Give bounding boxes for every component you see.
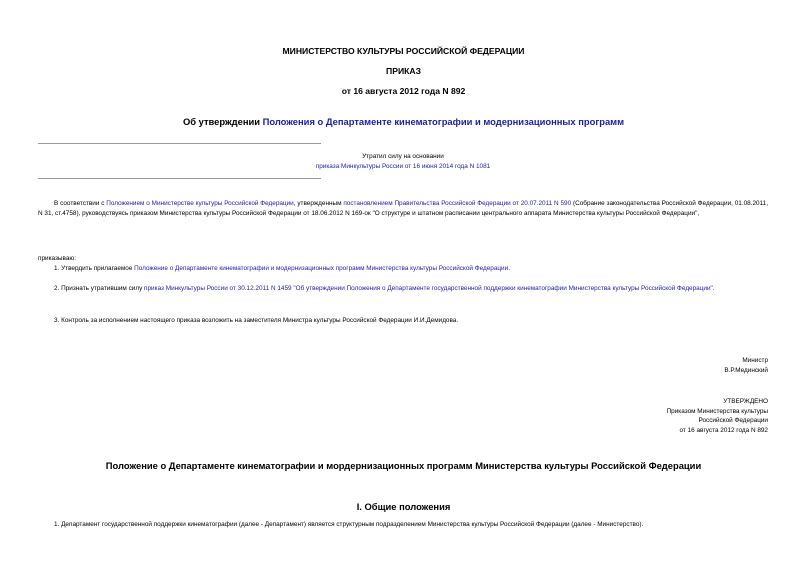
status-note-text: Утратил силу на основании — [362, 153, 444, 160]
ministry-regulation-link[interactable]: Положением о Министерстве культуры Российской Федерации — [106, 200, 294, 207]
signer-position: Министр — [742, 357, 768, 364]
approval-line-1: УТВЕРЖДЕНО — [723, 398, 768, 405]
document-title-link[interactable]: Положения о Департаменте кинематографии и модернизационных программ — [262, 116, 625, 127]
order-item-2 — [38, 284, 768, 294]
section-paragraph-1: 1. Департамент государственной поддержки кинематографии (далее - Департамент) является структурным подразделением Министерства культуры Российской Федерации (далее - Министерство). — [54, 521, 644, 528]
regulation-title: Положение о Департаменте кинематографии и мордернизационных программ Министерства культуры Российской Федерации — [105, 460, 702, 471]
signature-block — [568, 356, 768, 375]
preamble-paragraph — [38, 199, 768, 218]
preamble-text-2: , утвержденным — [293, 200, 344, 207]
approval-line-2: Приказом Министерства культуры — [666, 407, 768, 415]
approval-block — [568, 397, 768, 435]
section-title: I. Общие положения — [356, 501, 451, 512]
order-item-1 — [54, 264, 768, 274]
order-item-1-link[interactable]: Положение о Департаменте кинематографии и модернизационных программ Министерства культуры Российской Федерации — [134, 265, 509, 272]
ministry-heading: МИНИСТЕРСТВО КУЛЬТУРЫ РОССИЙСКОЙ ФЕДЕРАЦИИ — [282, 46, 525, 56]
status-note-link[interactable]: приказа Минкультуры России от 16 июня 2014 года N 1081 — [315, 162, 491, 170]
order-item-2-end: . — [712, 285, 715, 292]
order-item-3: 3. Контроль за исполнением настоящего приказа возложить на заместителя Министра культуры Российской Федерации И.И.Демидова. — [54, 317, 459, 324]
preamble-text-3: (Собрание законодательства Российской Федерации, 01.08.2011, N 31, ст.4758), руководствуясь приказом Министерства культуры Российской Федерации от 18.06.2012 N 169-ок "О структуре и штатном расписании центрального аппарата Министерства культуры Российской Федерации", — [38, 200, 769, 217]
order-item-2-link[interactable]: приказ Минкультуры России от 30.12.2011 N 1459 "Об утверждении Положения о Департаменте государственной поддержки кинематографии Министерства культуры Российской Федерации" — [144, 285, 713, 292]
approval-line-3: Российской Федерации — [698, 417, 768, 424]
top-divider — [38, 143, 321, 144]
approval-line-4: от 16 августа 2012 года N 892 — [679, 426, 768, 434]
document-title — [0, 116, 807, 127]
order-item-1-end: . — [508, 265, 510, 272]
order-word: приказываю: — [38, 255, 76, 262]
order-item-1-text: 1. Утвердить прилагаемое — [54, 265, 135, 272]
doc-type-heading: ПРИКАЗ — [386, 66, 421, 76]
status-note — [300, 152, 506, 171]
signer-name: В.Р.Мединский — [724, 366, 768, 374]
order-item-2-text: 2. Признать утратившим силу — [54, 285, 145, 292]
bottom-divider — [38, 178, 321, 179]
doc-date-number: от 16 августа 2012 года N 892 — [341, 86, 466, 96]
government-decree-link[interactable]: постановлением Правительства Российской Федерации от 20.07.2011 N 590 — [343, 200, 572, 207]
document-title-prefix: Об утверждении — [182, 116, 263, 127]
preamble-text-1: В соответствии с — [54, 200, 107, 207]
